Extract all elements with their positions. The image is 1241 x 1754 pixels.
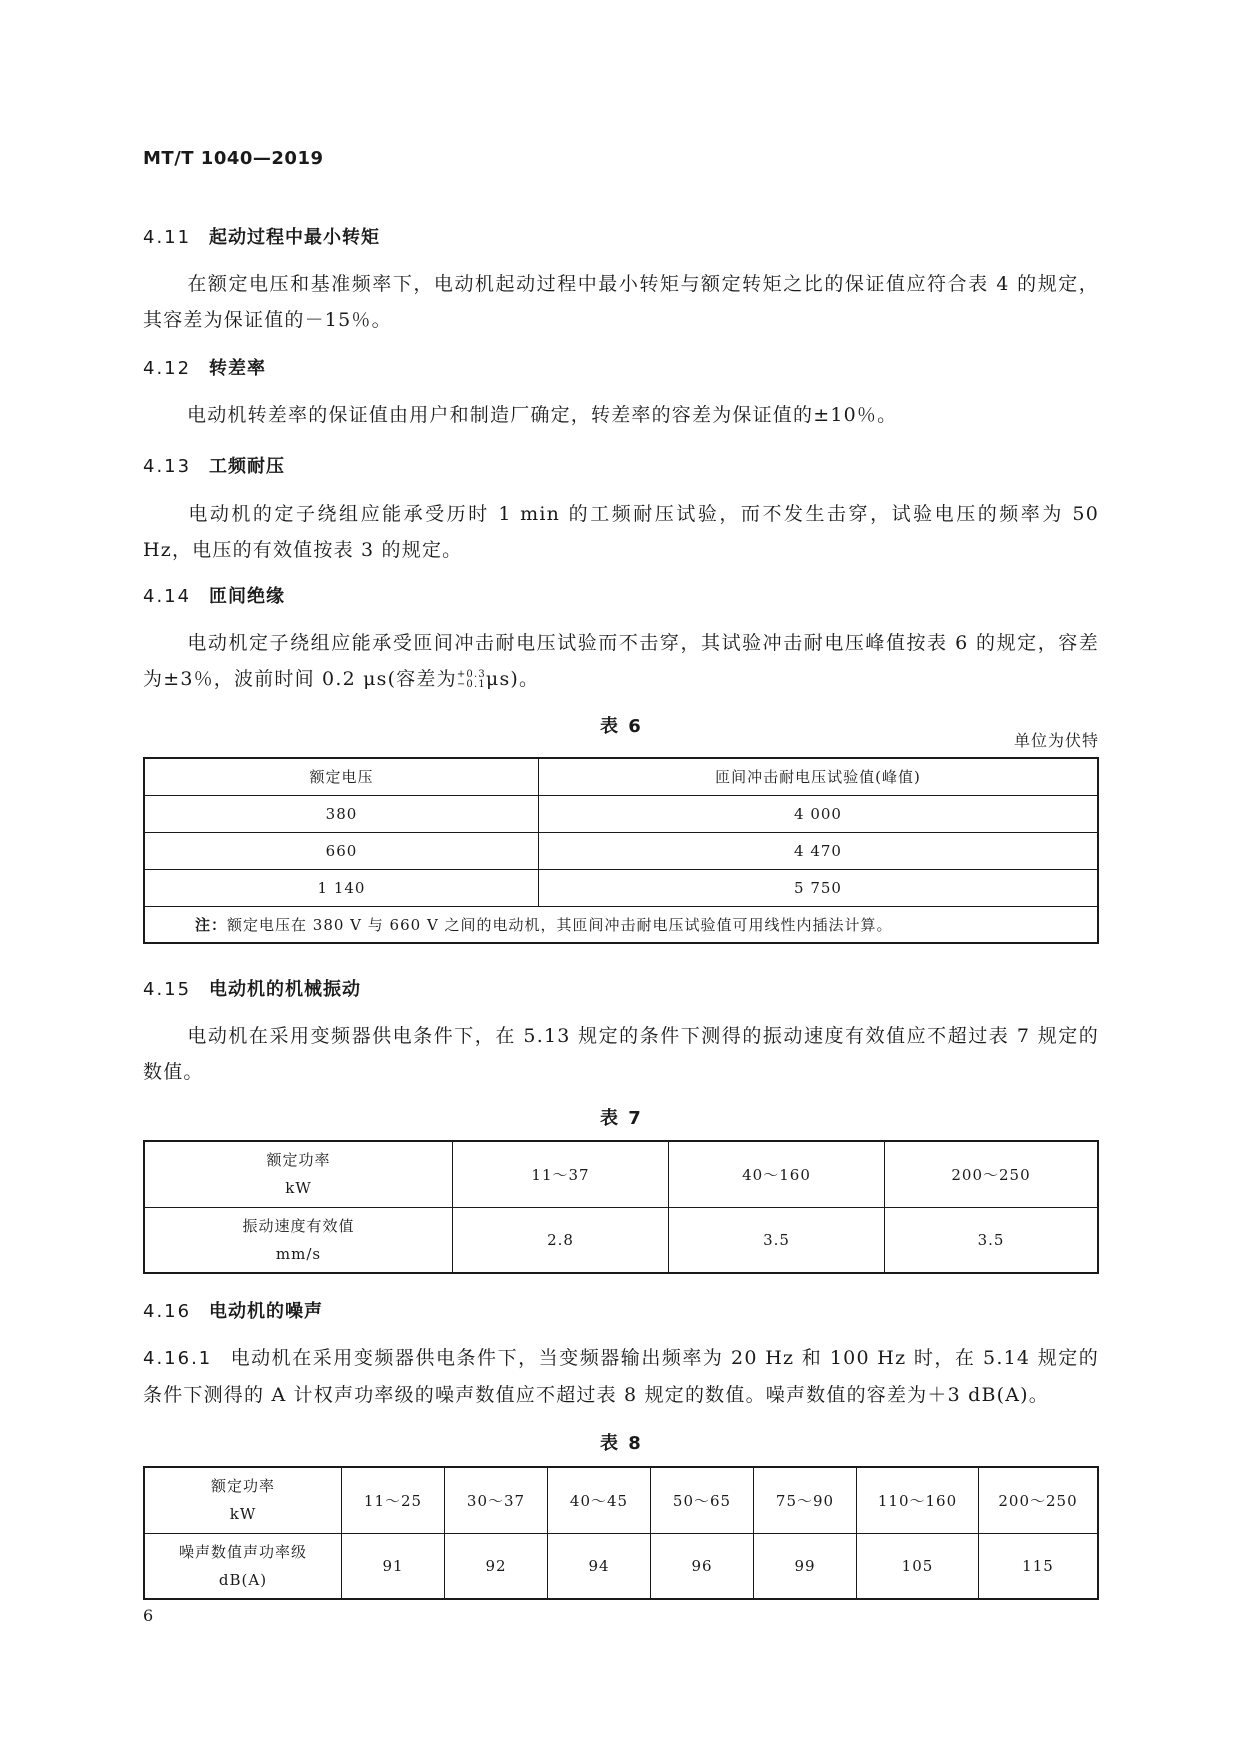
paragraph-text: 在额定电压和基准频率下，电动机起动过程中最小转矩与额定转矩之比的保证值应符合表 4 的规定，其容差为保证值的－15％。: [143, 273, 1099, 331]
table-row-header: 额定功率 kW: [144, 1467, 342, 1533]
section-heading-4-16: [143, 1297, 323, 1323]
table-cell: 200～250: [885, 1141, 1099, 1207]
subsection-number: 4.16.1: [143, 1348, 213, 1369]
table-cell: 380: [144, 795, 539, 832]
section-heading-4-14: [143, 582, 285, 608]
table-cell: 5 750: [539, 869, 1099, 906]
paragraph-4-16-1: [143, 1340, 1099, 1413]
table-cell: 200～250: [979, 1467, 1099, 1533]
table-cell: 92: [445, 1533, 548, 1599]
section-number: 4.15: [143, 979, 192, 1000]
section-number: 4.16: [143, 1301, 192, 1322]
table-cell: 3.5: [885, 1207, 1099, 1273]
section-title: 匝间绝缘: [209, 586, 285, 607]
paragraph-text: 电动机的定子绕组应能承受历时 1 min 的工频耐压试验，而不发生击穿，试验电压的频率为 50 Hz，电压的有效值按表 3 的规定。: [143, 503, 1099, 561]
table-cell: 3.5: [669, 1207, 885, 1273]
table-row: [144, 795, 1098, 832]
section-heading-4-15: [143, 975, 361, 1001]
table-row-header: 额定功率 kW: [144, 1141, 453, 1207]
section-number: 4.12: [143, 358, 192, 379]
paragraph-text: 电动机转差率的保证值由用户和制造厂确定，转差率的容差为保证值的±10％。: [187, 404, 898, 426]
table-6: [143, 757, 1099, 944]
table-cell: 50～65: [651, 1467, 754, 1533]
document-code: MT/T 1040—2019: [143, 148, 324, 169]
table-row: [144, 1467, 1098, 1533]
table-7: [143, 1140, 1099, 1274]
table-cell: 96: [651, 1533, 754, 1599]
section-number: 4.11: [143, 227, 192, 248]
table-header-cell: 匝间冲击耐电压试验值(峰值): [539, 758, 1099, 795]
table-cell: 4 470: [539, 832, 1099, 869]
table-cell: 2.8: [453, 1207, 669, 1273]
table-row-header: 噪声数值声功率级 dB(A): [144, 1533, 342, 1599]
section-title: 工频耐压: [209, 456, 285, 477]
note-text: 额定电压在 380 V 与 660 V 之间的电动机，其匝间冲击耐电压试验值可用线性内插法计算。: [227, 915, 893, 934]
table-row: [144, 1207, 1098, 1273]
paragraph-text: 电动机在采用变频器供电条件下，当变频器输出频率为 20 Hz 和 100 Hz 时，在 5.14 规定的条件下测得的 A 计权声功率级的噪声数值应不超过表 8 规定的数值。噪声数值的容差为＋3 dB(A)。: [143, 1347, 1099, 1406]
table-cell: 75～90: [754, 1467, 857, 1533]
table-cell: 110～160: [857, 1467, 979, 1533]
table-cell: 40～45: [548, 1467, 651, 1533]
section-heading-4-12: [143, 354, 266, 380]
paragraph-text: 电动机在采用变频器供电条件下，在 5.13 规定的条件下测得的振动速度有效值应不超过表 7 规定的数值。: [143, 1025, 1099, 1083]
section-heading-4-11: [143, 223, 380, 249]
paragraph-4-14: [143, 625, 1099, 697]
table-cell: 115: [979, 1533, 1099, 1599]
table-6-title: 表 6: [600, 716, 643, 737]
section-number: 4.13: [143, 456, 192, 477]
paragraph-text-end: μs)。: [485, 668, 540, 690]
table-row: [144, 1533, 1098, 1599]
table-note: [144, 906, 1098, 943]
table-cell: 105: [857, 1533, 979, 1599]
section-title: 电动机的机械振动: [209, 979, 361, 1000]
table-header-row: [144, 758, 1098, 795]
table-8-title: 表 8: [600, 1433, 643, 1454]
table-cell: 11～25: [342, 1467, 445, 1533]
table-6-unit: 单位为伏特: [1013, 731, 1099, 750]
table-cell: 11～37: [453, 1141, 669, 1207]
paragraph-4-12: [143, 397, 1099, 433]
section-number: 4.14: [143, 586, 192, 607]
section-title: 电动机的噪声: [209, 1301, 323, 1322]
tolerance-fraction: +0.3 −0.1: [456, 669, 486, 690]
paragraph-text: 电动机定子绕组应能承受匝间冲击耐电压试验而不击穿，其试验冲击耐电压峰值按表 6 的规定，容差为±3％，波前时间 0.2 μs(容差为: [143, 632, 1099, 690]
table-cell: 91: [342, 1533, 445, 1599]
table-8: [143, 1466, 1099, 1600]
paragraph-4-15: [143, 1018, 1099, 1090]
table-cell: 94: [548, 1533, 651, 1599]
table-cell: 99: [754, 1533, 857, 1599]
section-title: 起动过程中最小转矩: [209, 227, 380, 248]
table-cell: 1 140: [144, 869, 539, 906]
table-row-header: 振动速度有效值 mm/s: [144, 1207, 453, 1273]
table-row: [144, 1141, 1098, 1207]
table-row: [144, 832, 1098, 869]
paragraph-4-13: [143, 496, 1099, 568]
table-cell: 30～37: [445, 1467, 548, 1533]
note-label: 注：: [195, 915, 228, 934]
table-cell: 4 000: [539, 795, 1099, 832]
table-header-cell: 额定电压: [144, 758, 539, 795]
table-cell: 660: [144, 832, 539, 869]
page-number: 6: [143, 1606, 154, 1625]
table-cell: 40～160: [669, 1141, 885, 1207]
paragraph-4-11: [143, 266, 1099, 338]
table-row: [144, 869, 1098, 906]
table-7-title: 表 7: [600, 1108, 643, 1129]
section-heading-4-13: [143, 452, 285, 478]
section-title: 转差率: [209, 358, 266, 379]
table-note-row: [144, 906, 1098, 943]
